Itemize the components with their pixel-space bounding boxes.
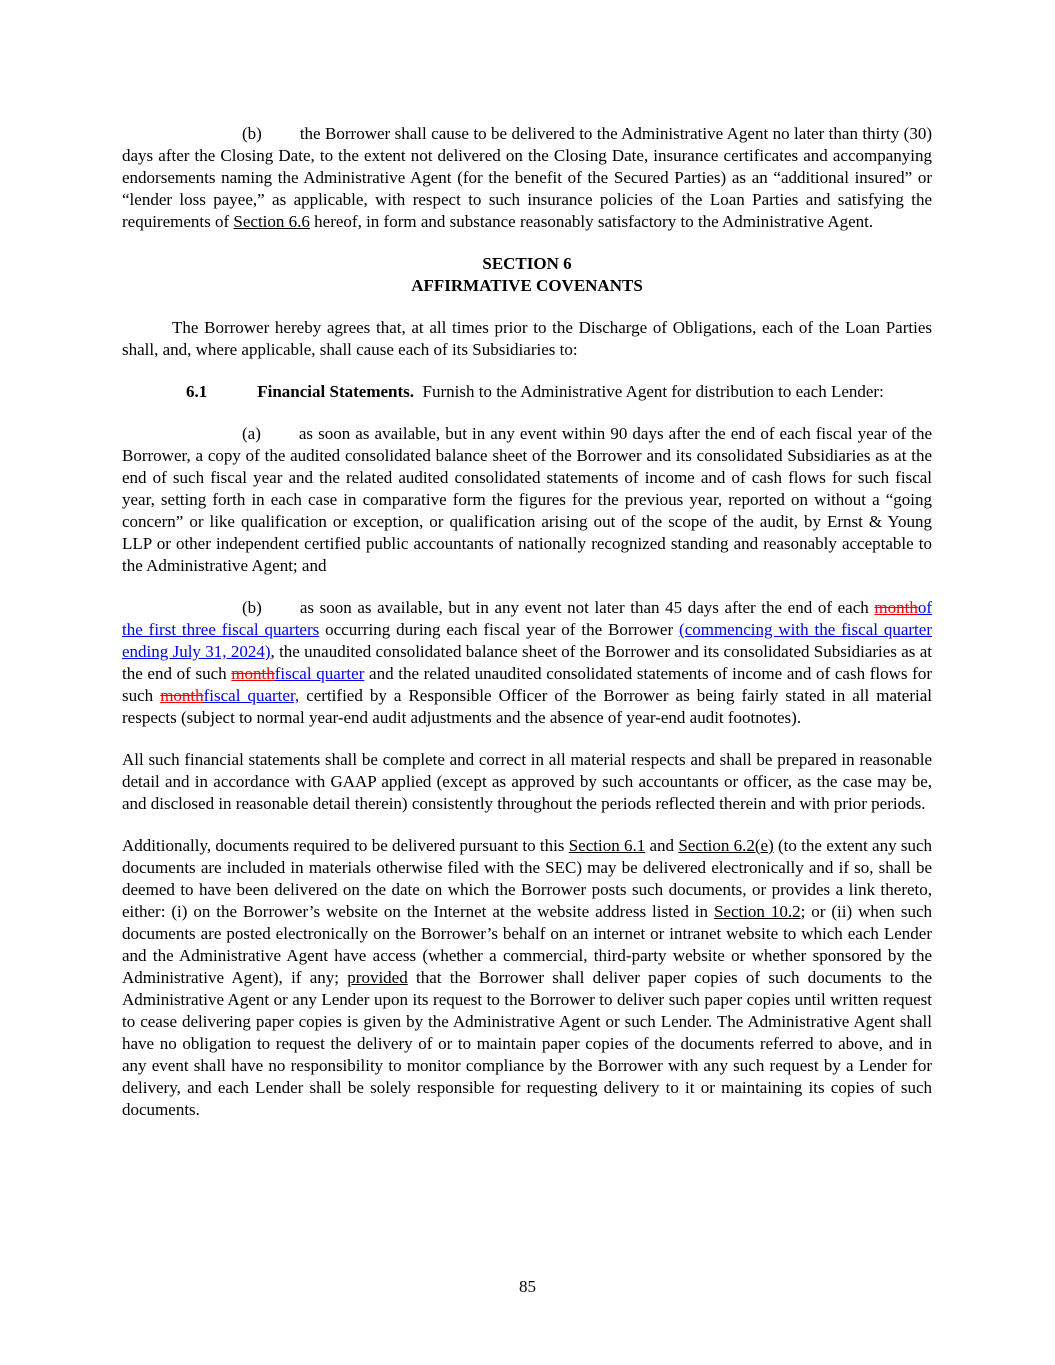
section-heading-title: AFFIRMATIVE COVENANTS — [411, 276, 643, 295]
text-run: Financial Statements. — [257, 382, 415, 401]
page-number: 85 — [519, 1277, 536, 1296]
paragraph-borrower-agrees — [122, 317, 932, 361]
paragraph-clause-a-annual-statements — [122, 423, 932, 577]
inserted-text: fiscal quarter — [274, 664, 365, 683]
deleted-text: month — [231, 664, 275, 683]
text-run: and the related unaudited consolidated statements of income and of cash flows for such — [122, 664, 932, 705]
deleted-text: month — [874, 598, 918, 617]
text-run: certified by a Responsible Officer of the Borrower as being fairly stated in all material respects (subject to normal year-end audit adjustments and the absence of year-end audit footnotes). — [122, 686, 932, 727]
text-run: Section 6.1 — [568, 836, 646, 855]
text-run: and — [645, 836, 679, 855]
text-run: (a) — [242, 424, 261, 443]
text-run: The Borrower hereby agrees that, at all times prior to the Discharge of Obligations, each of the Loan Parties shall, and, where applicable, shall cause each of its Subsidiaries to: — [122, 318, 932, 359]
text-run: All such financial statements shall be complete and correct in all material respects and shall be prepared in reasonable detail and in accordance with GAAP applied (except as approved by such accountants or officer, as the case may be, and disclosed in reasonable detail therein) consistently throughout the periods reflected therein and with prior periods. — [122, 750, 932, 813]
paragraph-gaap-statement — [122, 749, 932, 815]
text-run: hereof, in form and substance reasonably satisfactory to the Administrative Agent. — [309, 212, 874, 231]
text-run: Section 6.2(e) — [678, 836, 774, 855]
text-run: Furnish to the Administrative Agent for distribution to each Lender: — [414, 382, 884, 401]
paragraph-electronic-delivery — [122, 835, 932, 1121]
text-run: ; or (ii) when such documents are posted electronically on the Borrower’s behalf on an internet or intranet website to which each Lender and the Administrative Agent have access (whether a commercial, third-party website or whether sponsored by the Administrative Agent), if any; — [122, 902, 932, 987]
text-run: that the Borrower shall deliver paper copies of such documents to the Administrative Agent or any Lender upon its request to the Borrower to deliver such paper copies until written request to cease delivering paper copies is given by the Administrative Agent or such Lender. The Administrative Agent shall have no obligation to request the delivery of or to maintain paper copies of the documents referred to above, and in any event shall have no responsibility to monitor compliance by the Borrower with any such request by a Lender for delivery, and each Lender shall be solely responsible for requesting delivery to it or maintaining its copies of such documents. — [122, 968, 933, 1119]
text-run: Section 6.6 — [233, 212, 310, 231]
text-run: Additionally, documents required to be delivered pursuant to this — [122, 836, 569, 855]
paragraph-financial-statements-intro — [122, 381, 932, 403]
text-run: 6.1 — [186, 382, 208, 401]
text-run: (b) — [242, 598, 262, 617]
text-run: occurring during each fiscal year of the Borrower — [319, 620, 680, 639]
text-run: , the unaudited consolidated balance sheet of the Borrower and its consolidated Subsidiaries as at the end of such — [122, 642, 932, 683]
text-run: (b) — [242, 124, 262, 143]
inserted-text: of the first three fiscal quarters — [122, 598, 932, 639]
inserted-text: fiscal quarter, — [203, 686, 300, 705]
text-run: provided — [347, 968, 408, 987]
section-heading-number: SECTION 6 — [482, 254, 572, 273]
text-run: the Borrower shall cause to be delivered to the Administrative Agent no later than thirty (30) days after the Closing Date, to the extent not delivered on the Closing Date, insurance certificates and accompanying endorsements naming the Administrative Agent (for the benefit of the Secured Parties) as an “additional insured” or “lender loss payee,” as applicable, with respect to such insurance policies of the Loan Parties and satisfying the requirements of — [122, 124, 932, 231]
text-run: Section 10.2 — [713, 902, 801, 921]
text-run: as soon as available, but in any event not later than 45 days after the end of each — [299, 598, 875, 617]
paragraph-clause-b-quarterly-statements — [122, 597, 932, 729]
paragraph-insurance-delivery — [122, 123, 932, 233]
inserted-text: (commencing with the fiscal quarter ending July 31, 2024) — [122, 620, 932, 661]
text-run: (to the extent any such documents are included in materials otherwise filed with the SEC) may be delivered electronically and if so, shall be deemed to have been delivered on the date on which the Borrower posts such documents, or provides a link thereto, either: (i) on the Borrower’s website on the Internet at the website address listed in — [122, 836, 933, 921]
deleted-text: month — [160, 686, 204, 705]
text-run: as soon as available, but in any event within 90 days after the end of each fiscal year of the Borrower, a copy of the audited consolidated balance sheet of the Borrower and its consolidated Subsidiaries as at the end of such fiscal year and the related audited consolidated statements of income and of cash flows for such fiscal year, setting forth in each case in comparative form the figures for the previous year, reported on without a “going concern” or like qualification or exception, or qualification arising out of the scope of the audit, by Ernst & Young LLP or other independent certified public accountants of nationally recognized standing and reasonably acceptable to the Administrative Agent; and — [122, 424, 932, 575]
